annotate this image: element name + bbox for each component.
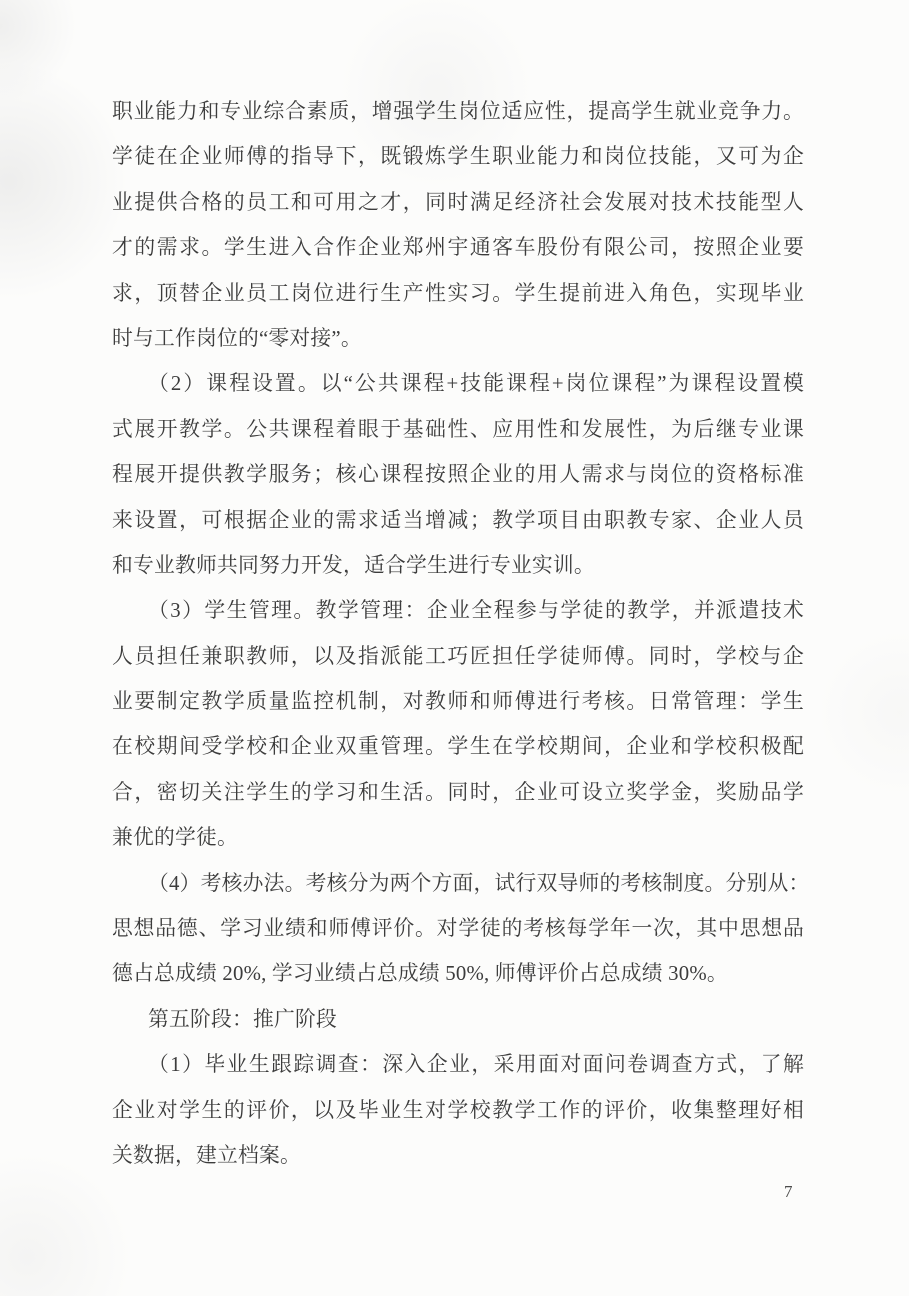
text-line: （2）课程设置。以“公共课程+技能课程+岗位课程”为课程设置模 [148, 372, 804, 396]
text-line: 德占总成绩 20%, 学习业绩占总成绩 50%, 师傅评价占总成绩 30%。 [112, 962, 728, 986]
paragraph [112, 588, 804, 860]
text-line: 业提供合格的员工和可用之才，同时满足经济社会发展对技术技能型人 [112, 190, 804, 214]
text-line: 职业能力和专业综合素质，增强学生岗位适应性，提高学生就业竞争力。 [112, 100, 804, 123]
text-line: 学徒在企业师傅的指导下，既锻炼学生职业能力和岗位技能，又可为企 [112, 145, 804, 169]
text-line: 时与工作岗位的“零对接”。 [112, 326, 362, 350]
text-line: 式展开教学。公共课程着眼于基础性、应用性和发展性，为后继专业课 [112, 417, 804, 441]
text-line: 求，顶替企业员工岗位进行生产性实习。学生提前进入角色，实现毕业 [112, 281, 804, 305]
text-line: 才的需求。学生进入合作企业郑州宇通客车股份有限公司，按照企业要 [112, 236, 804, 260]
text-line: 来设置，可根据企业的需求适当增减；教学项目由职教专家、企业人员 [112, 508, 804, 532]
document-body [112, 89, 810, 1178]
paragraph [112, 861, 810, 997]
text-line: 思想品德、学习业绩和师傅评价。对学徒的考核每学年一次，其中思想品 [112, 917, 804, 941]
text-line: 企业对学生的评价，以及毕业生对学校教学工作的评价，收集整理好相 [112, 1098, 804, 1122]
paragraph [112, 361, 804, 588]
text-line: 兼优的学徒。 [112, 826, 238, 850]
text-line: 业要制定教学质量监控机制，对教师和师傅进行考核。日常管理：学生 [112, 690, 804, 714]
text-line: 在校期间受学校和企业双重管理。学生在学校期间，企业和学校积极配 [112, 735, 804, 759]
text-line: 第五阶段：推广阶段 [148, 1007, 337, 1031]
text-line: 合，密切关注学生的学习和生活。同时，企业可设立奖学金，奖励品学 [112, 780, 804, 804]
paragraph [112, 89, 804, 361]
text-line: 人员担任兼职教师，以及指派能工巧匠担任学徒师傅。同时，学校与企 [112, 644, 804, 668]
text-line: （1）毕业生跟踪调查：深入企业，采用面对面问卷调查方式，了解 [148, 1053, 804, 1077]
text-line: 程展开提供教学服务；核心课程按照企业的用人需求与岗位的资格标准 [112, 463, 804, 487]
paragraph [112, 1042, 804, 1178]
page-number: 7 [784, 1182, 793, 1201]
text-line: （4）考核办法。考核分为两个方面，试行双导师的考核制度。分别从： [148, 871, 810, 895]
text-line: （3）学生管理。教学管理：企业全程参与学徒的教学，并派遣技术 [148, 599, 804, 623]
paragraph-section-heading [112, 997, 804, 1042]
text-line: 和专业教师共同努力开发，适合学生进行专业实训。 [112, 553, 595, 577]
text-line: 关数据，建立档案。 [112, 1143, 301, 1167]
